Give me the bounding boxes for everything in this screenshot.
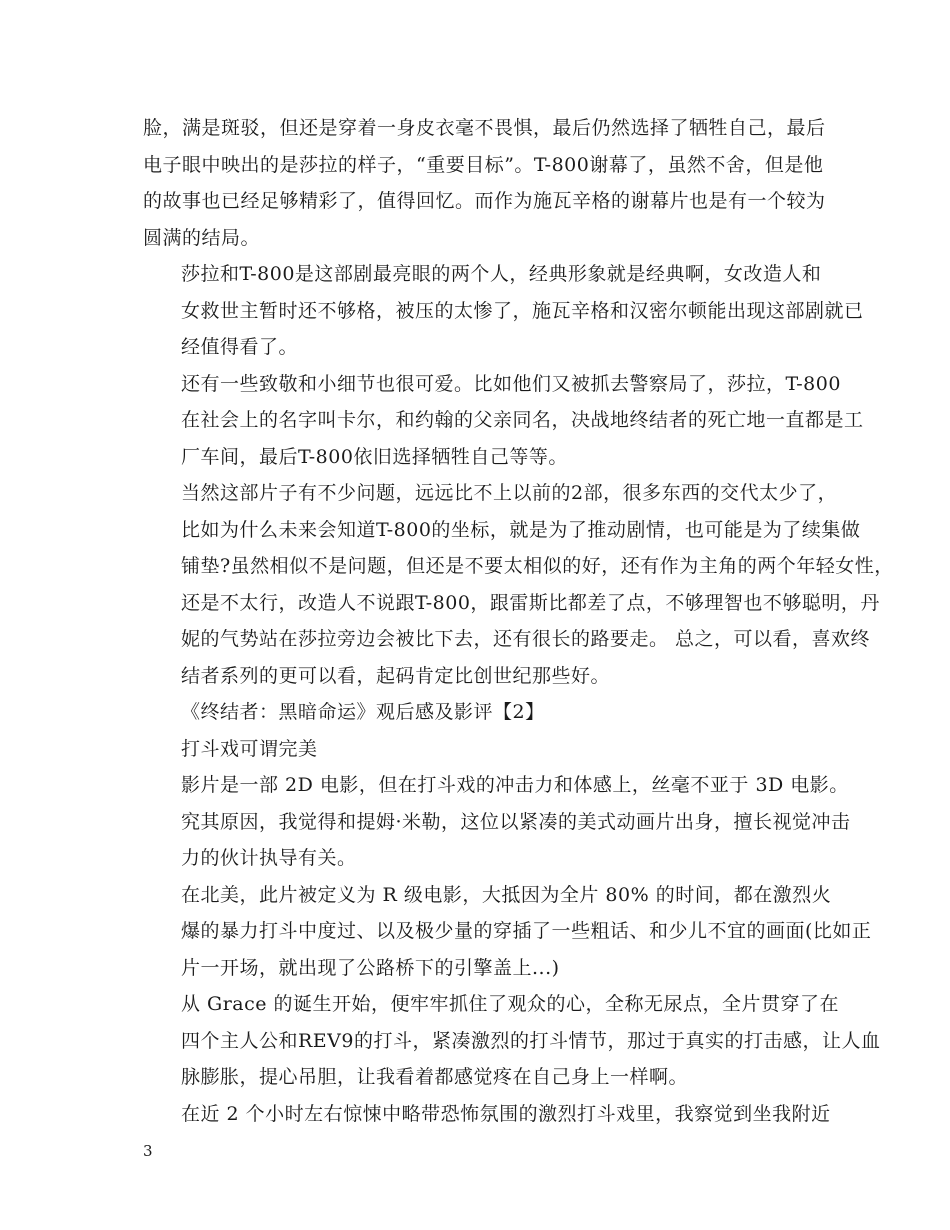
text-line: 还是不太行，改造人不说跟T-800，跟雷斯比都差了点，不够理智也不够聪明，丹: [181, 591, 880, 614]
text-line: 脉膨胀，提心吊胆，让我看着都感觉疼在自己身上一样啊。: [181, 1066, 689, 1088]
text-line: 影片是一部 2D 电影，但在打斗戏的冲击力和体感上，丝毫不亚于 3D 电影。: [181, 774, 849, 796]
text-line: 打斗戏可谓完美: [181, 737, 318, 760]
text-line: 圆满的结局。: [143, 226, 261, 249]
text-line: 结者系列的更可以看，起码肯定比创世纪那些好。: [181, 664, 611, 687]
text-line: 爆的暴力打斗中度过、以及极少量的穿插了一些粗话、和少儿不宜的画面(比如正: [181, 920, 872, 942]
document-body: [143, 110, 894, 1132]
paragraph: [143, 1096, 831, 1133]
text-line: 脸，满是斑驳，但还是穿着一身皮衣毫不畏惧，最后仍然选择了牺牲自己，最后: [143, 117, 826, 139]
text-line: 从 Grace 的诞生开始，便牢牢抓住了观众的心，全称无尿点，全片贯穿了在: [181, 993, 840, 1015]
text-line: 四个主人公和REV9的打斗，紧凑激烈的打斗情节，那过于真实的打击感，让人血: [181, 1029, 881, 1052]
text-line: 究其原因，我觉得和提姆·米勒，这位以紧凑的美式动画片出身，擅长视觉冲击: [181, 810, 851, 833]
paragraph: [143, 694, 813, 731]
text-line: 莎拉和T-800是这部剧最亮眼的两个人，经典形象就是经典啊，女改造人和: [181, 263, 822, 285]
paragraph: [143, 731, 813, 768]
text-line: 力的伙计执导有关。: [181, 847, 357, 869]
paragraph: [143, 110, 826, 256]
text-line: 比如为什么未来会知道T-800的坐标，就是为了推动剧情，也可能是为了续集做: [181, 518, 861, 541]
text-line: 经值得看了。: [181, 336, 299, 358]
paragraph: [143, 366, 864, 476]
text-line: 当然这部片子有不少问题，远远比不上以前的2部，很多东西的交代太少了，: [181, 482, 838, 504]
paragraph: [143, 256, 864, 366]
paragraph: [143, 475, 894, 694]
text-line: 片一开场，就出现了公路桥下的引擎盖上...): [181, 956, 560, 979]
text-line: 《终结者：黑暗命运》观后感及影评【2】: [181, 701, 545, 723]
page-number: 3: [143, 1142, 153, 1160]
text-line: 厂车间，最后T-800依旧选择牺牲自己等等。: [181, 445, 568, 468]
text-line: 铺垫?虽然相似不是问题，但还是不要太相似的好，还有作为主角的两个年轻女性，: [181, 555, 894, 577]
text-line: 在北美，此片被定义为 R 级电影，大抵因为全片 80% 的时间，都在激烈火: [181, 883, 832, 906]
text-line: 的故事也已经足够精彩了，值得回忆。而作为施瓦辛格的谢幕片也是有一个较为: [143, 190, 826, 212]
text-line: 女救世主暂时还不够格，被压的太惨了，施瓦辛格和汉密尔顿能出现这部剧就已: [181, 299, 864, 322]
text-line: 电子眼中映出的是莎拉的样子，“重要目标”。T-800谢幕了，虽然不舍，但是他: [143, 153, 824, 176]
paragraph: [143, 767, 851, 877]
paragraph: [143, 986, 881, 1096]
text-line: 还有一些致敬和小细节也很可爱。比如他们又被抓去警察局了，莎拉，T-800: [181, 372, 841, 395]
text-line: 妮的气势站在莎拉旁边会被比下去，还有很长的路要走。 总之，可以看，喜欢终: [181, 628, 871, 650]
text-line: 在近 2 个小时左右惊悚中略带恐怖氛围的激烈打斗戏里，我察觉到坐我附近: [181, 1102, 831, 1125]
paragraph: [143, 877, 872, 987]
text-line: 在社会上的名字叫卡尔，和约翰的父亲同名，决战地终结者的死亡地一直都是工: [181, 409, 864, 431]
